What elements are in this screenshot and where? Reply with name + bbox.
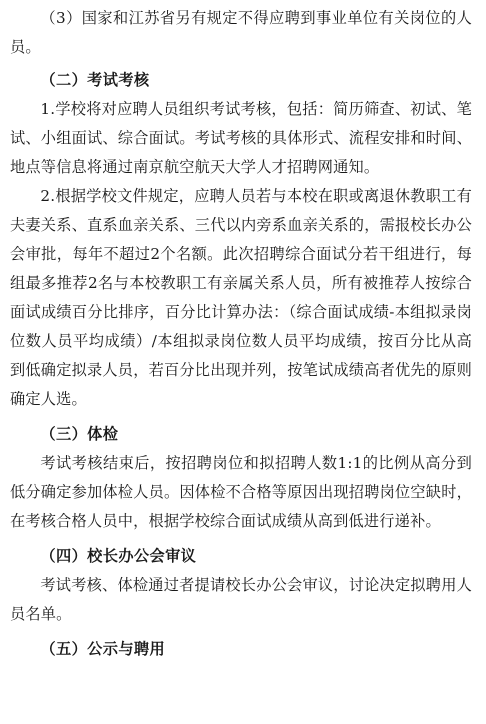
paragraph-item-3: （3）国家和江苏省另有规定不得应聘到事业单位有关岗位的人员。 bbox=[10, 9, 472, 56]
section-heading-review: （四）校长办公会审议 bbox=[40, 547, 197, 565]
section-heading-publicity: （五）公示与聘用 bbox=[40, 640, 166, 658]
paragraph-physical-1: 考试考核结束后，按招聘岗位和拟招聘人数1:1的比例从高分到低分确定参加体检人员。因体检不合格等原因出现招聘岗位空缺时，在考核合格人员中，根据学校综合面试成绩从高到低进行递补。 bbox=[10, 454, 472, 530]
paragraph-exam-1: 1.学校将对应聘人员组织考试考核，包括：简历筛查、初试、笔试、小组面试、综合面试。考试考核的具体形式、流程安排和时间、地点等信息将通过南京航空航天大学人才招聘网通知。 bbox=[10, 100, 472, 176]
section-heading-physical: （三）体检 bbox=[40, 425, 119, 443]
section-heading-exam: （二）考试考核 bbox=[40, 71, 150, 89]
paragraph-exam-2: 2.根据学校文件规定，应聘人员若与本校在职或离退休教职工有夫妻关系、直系血亲关系、三代以内旁系血亲关系的，需报校长办公会审批，每年不超过2个名额。此次招聘综合面试分若干组进行，每组最多推荐2名与本校教职工有亲属关系人员，所有被推荐人按综合面试成绩百分比排序，百分比计算办法：（综合面试成绩-本组拟录岗位数人员平均成绩）/本组拟录岗位数人员平均成绩，按百分比从高到低确定拟录人员，若百分比出现并列，按笔试成绩高者优先的原则确定人选。 bbox=[10, 187, 472, 408]
paragraph-review-1: 考试考核、体检通过者提请校长办公会审议，讨论决定拟聘用人员名单。 bbox=[10, 576, 472, 623]
